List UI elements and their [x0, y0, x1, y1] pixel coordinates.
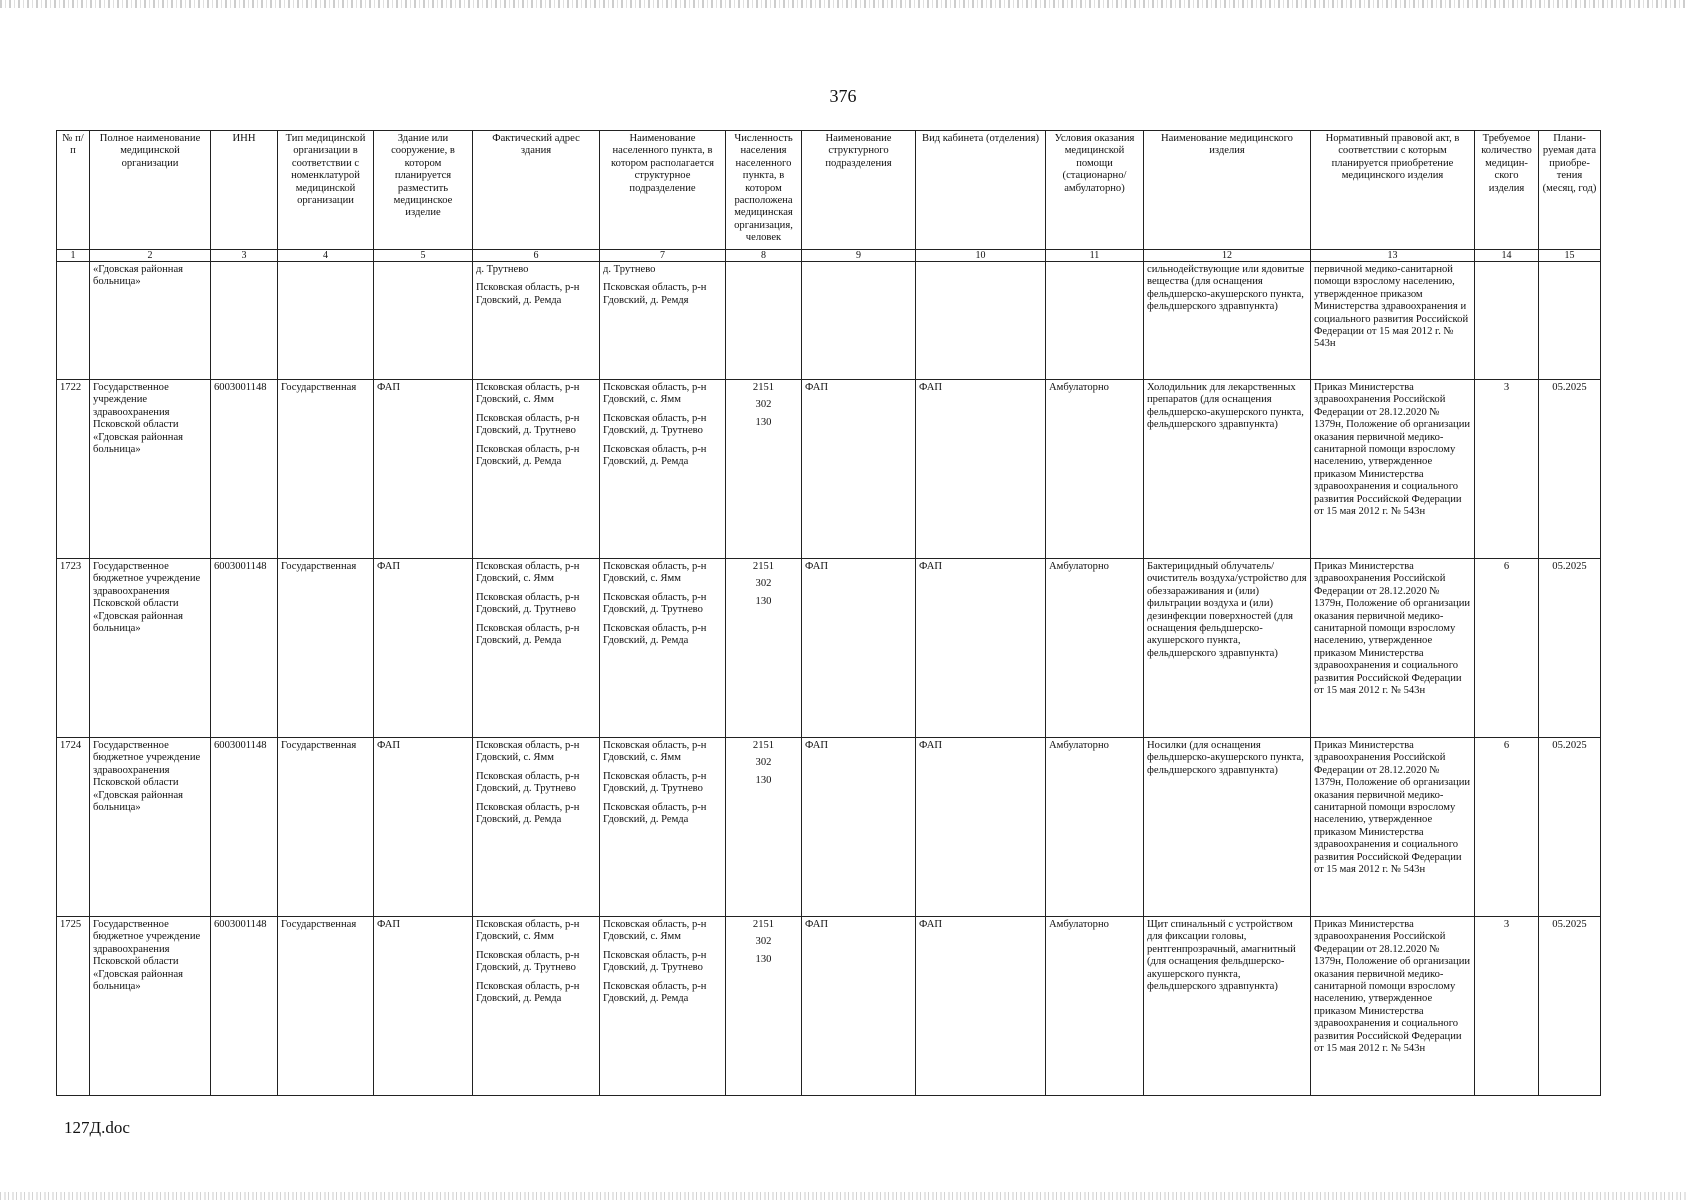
- table-row: [57, 738, 1601, 917]
- address-line: Псковская область, р-н Гдовский, с. Ямм: [476, 919, 580, 943]
- cell-conditions: Амбулаторно: [1046, 380, 1144, 559]
- address-line: Псковская область, р-н Гдовский, д. Ремда: [476, 443, 580, 468]
- column-number: 14: [1475, 250, 1539, 262]
- cell-unit: ФАП: [802, 917, 916, 1096]
- cell-num: [57, 262, 90, 380]
- cell-settlement: [600, 917, 726, 1096]
- footer-file-name: 127Д.doc: [64, 1118, 130, 1137]
- scan-edge-bottom: [0, 1192, 1686, 1200]
- cell-date: 05.2025: [1539, 738, 1601, 917]
- settlement-line: Псковская область, р-н Гдовский, с. Ямм: [603, 740, 707, 764]
- cell-inn: 6003001148: [211, 917, 278, 1096]
- settlement-line: Псковская область, р-н Гдовский, с. Ямм: [603, 382, 707, 406]
- cell-population: [726, 559, 802, 738]
- population-value: 2151: [752, 919, 775, 930]
- cell-inn: [211, 262, 278, 380]
- header-cell: Плани-руемая дата приобре-тения (месяц, год): [1539, 131, 1601, 250]
- cell-cabinet: ФАП: [916, 917, 1046, 1096]
- page-number: 376: [829, 86, 857, 106]
- column-number: 9: [802, 250, 916, 262]
- cell-act: Приказ Министерства здравоохранения Российской Федерации от 28.12.2020 № 1379н, Положение об организации оказания первичной медико-санитарной помощи взрослому населению, утвержденное приказом Министерства здравоохранения и социального развития Российской Федерации от 15 мая 2012 г. № 543н: [1311, 380, 1475, 559]
- cell-type: Государственная: [278, 738, 374, 917]
- cell-conditions: [1046, 262, 1144, 380]
- column-number: 2: [90, 250, 211, 262]
- header-cell: Наименование структурного подразделения: [802, 131, 916, 250]
- cell-device: Носилки (для оснащения фельдшерско-акушерского пункта, фельдшерского здравпункта): [1144, 738, 1311, 917]
- settlement-line: Псковская область, р-н Гдовский, д. Трутнево: [603, 770, 707, 795]
- cell-conditions: Амбулаторно: [1046, 917, 1144, 1096]
- address-line: Псковская область, р-н Гдовский, д. Трутнево: [476, 591, 580, 616]
- column-number: 13: [1311, 250, 1475, 262]
- cell-unit: ФАП: [802, 380, 916, 559]
- cell-num: 1722: [57, 380, 90, 559]
- cell-device: Бактерицидный облучатель/очиститель воздуха/устройство для обеззараживания и (или) фильтрации воздуха и (или) дезинфекции поверхностей (для оснащения фельдшерско-акушерского пункта, фельдшерского здравпункта): [1144, 559, 1311, 738]
- cell-num: 1725: [57, 917, 90, 1096]
- cell-act: Приказ Министерства здравоохранения Российской Федерации от 28.12.2020 № 1379н, Положение об организации оказания первичной медико-санитарной помощи взрослому населению, утвержденное приказом Министерства здравоохранения и социального развития Российской Федерации от 15 мая 2012 г. № 543н: [1311, 559, 1475, 738]
- cell-cabinet: ФАП: [916, 738, 1046, 917]
- header-cell: Условия оказания медицинской помощи (стационарно/ амбулаторно): [1046, 131, 1144, 250]
- cell-qty: 6: [1475, 738, 1539, 917]
- cell-act: Приказ Министерства здравоохранения Российской Федерации от 28.12.2020 № 1379н, Положение об организации оказания первичной медико-санитарной помощи взрослому населению, утвержденное приказом Министерства здравоохранения и социального развития Российской Федерации от 15 мая 2012 г. № 543н: [1311, 738, 1475, 917]
- cell-org: Государственное учреждение здравоохранения Псковской области «Гдовская районная больница»: [90, 380, 211, 559]
- scan-edge-top: [0, 0, 1686, 8]
- address-line: Псковская область, р-н Гдовский, с. Ямм: [476, 382, 580, 406]
- cell-cabinet: [916, 262, 1046, 380]
- cell-inn: 6003001148: [211, 559, 278, 738]
- header-cell: Здание или сооружение, в котором планируется разместить медицинское изделие: [374, 131, 473, 250]
- header-cell: Вид кабинета (отделения): [916, 131, 1046, 250]
- address-line: Псковская область, р-н Гдовский, д. Ремда: [476, 801, 580, 826]
- settlement-line: Псковская область, р-н Гдовский, д. Ремда: [603, 980, 707, 1005]
- cell-settlement: [600, 559, 726, 738]
- cell-address: [473, 738, 600, 917]
- cell-conditions: Амбулаторно: [1046, 559, 1144, 738]
- column-number: 7: [600, 250, 726, 262]
- cell-address: [473, 917, 600, 1096]
- register-table: [56, 130, 1601, 1096]
- cell-qty: 3: [1475, 380, 1539, 559]
- cell-type: Государственная: [278, 380, 374, 559]
- cell-qty: 6: [1475, 559, 1539, 738]
- header-cell: Наименование населенного пункта, в котором располагается структурное подразделение: [600, 131, 726, 250]
- cell-unit: ФАП: [802, 738, 916, 917]
- cell-date: [1539, 262, 1601, 380]
- population-value: 2151: [752, 561, 775, 572]
- address-line: д. Трутнево: [476, 264, 529, 275]
- cell-device: Холодильник для лекарственных препаратов (для оснащения фельдшерско-акушерского пункта, фельдшерского здравпункта): [1144, 380, 1311, 559]
- cell-unit: [802, 262, 916, 380]
- table-row: [57, 559, 1601, 738]
- header-cell: № п/п: [57, 131, 90, 250]
- header-cell: Полное наименование медицинской организации: [90, 131, 211, 250]
- cell-org: Государственное бюджетное учреждение здравоохранения Псковской области «Гдовская районная больница»: [90, 738, 211, 917]
- cell-building: [374, 262, 473, 380]
- cell-inn: 6003001148: [211, 738, 278, 917]
- cell-building: ФАП: [374, 917, 473, 1096]
- population-value: 2151: [752, 382, 775, 393]
- table-row-continued: [57, 262, 1601, 380]
- cell-org: Государственное бюджетное учреждение здравоохранения Псковской области «Гдовская районная больница»: [90, 559, 211, 738]
- settlement-line: Псковская область, р-н Гдовский, д. Ремда: [603, 443, 707, 468]
- population-value: 130: [755, 416, 772, 428]
- settlement-line: Псковская область, р-н Гдовский, д. Трутнево: [603, 949, 707, 974]
- cell-address: [473, 559, 600, 738]
- address-line: Псковская область, р-н Гдовский, с. Ямм: [476, 740, 580, 764]
- cell-date: 05.2025: [1539, 559, 1601, 738]
- cell-settlement: [600, 262, 726, 380]
- cell-date: 05.2025: [1539, 917, 1601, 1096]
- cell-device: Щит спинальный с устройством для фиксации головы, рентгенпрозрачный, амагнитный (для оснащения фельдшерско-акушерского пункта, фельдшерского здравпункта): [1144, 917, 1311, 1096]
- cell-qty: 3: [1475, 917, 1539, 1096]
- population-value: 130: [755, 953, 772, 965]
- cell-conditions: Амбулаторно: [1046, 738, 1144, 917]
- column-number: 1: [57, 250, 90, 262]
- population-value: 302: [755, 757, 772, 769]
- cell-device: сильнодействующие или ядовитые вещества (для оснащения фельдшерско-акушерского пункта, фельдшерского здравпункта): [1144, 262, 1311, 380]
- cell-cabinet: ФАП: [916, 380, 1046, 559]
- cell-num: 1724: [57, 738, 90, 917]
- population-value: 302: [755, 936, 772, 948]
- column-number: 11: [1046, 250, 1144, 262]
- cell-settlement: [600, 738, 726, 917]
- population-value: 2151: [752, 740, 775, 751]
- settlement-line: Псковская область, р-н Гдовский, д. Трутнево: [603, 412, 707, 437]
- cell-address: [473, 380, 600, 559]
- address-line: Псковская область, р-н Гдовский, д. Ремда: [476, 980, 580, 1005]
- cell-org: Государственное бюджетное учреждение здравоохранения Псковской области «Гдовская районная больница»: [90, 917, 211, 1096]
- table-body: [57, 262, 1601, 1096]
- header-cell: Численность населения населенного пункта, в котором расположена медицинская организация, человек: [726, 131, 802, 250]
- population-value: 302: [755, 399, 772, 411]
- cell-num: 1723: [57, 559, 90, 738]
- table-row: [57, 917, 1601, 1096]
- cell-qty: [1475, 262, 1539, 380]
- cell-population: [726, 380, 802, 559]
- column-number: 12: [1144, 250, 1311, 262]
- header-cell: Наименование медицинского изделия: [1144, 131, 1311, 250]
- cell-type: Государственная: [278, 917, 374, 1096]
- address-line: Псковская область, р-н Гдовский, д. Трутнево: [476, 770, 580, 795]
- cell-cabinet: ФАП: [916, 559, 1046, 738]
- table-row: [57, 380, 1601, 559]
- cell-population: [726, 738, 802, 917]
- cell-type: Государственная: [278, 559, 374, 738]
- column-number: 10: [916, 250, 1046, 262]
- column-number: 3: [211, 250, 278, 262]
- cell-population: [726, 262, 802, 380]
- settlement-line: д. Трутнево: [603, 264, 656, 275]
- cell-act: Приказ Министерства здравоохранения Российской Федерации от 28.12.2020 № 1379н, Положение об организации оказания первичной медико-санитарной помощи взрослому населению, утвержденное приказом Министерства здравоохранения и социального развития Российской Федерации от 15 мая 2012 г. № 543н: [1311, 917, 1475, 1096]
- population-value: 130: [755, 595, 772, 607]
- cell-building: ФАП: [374, 738, 473, 917]
- cell-type: [278, 262, 374, 380]
- column-number: 5: [374, 250, 473, 262]
- column-number: 15: [1539, 250, 1601, 262]
- address-line: Псковская область, р-н Гдовский, д. Трутнево: [476, 412, 580, 437]
- settlement-line: Псковская область, р-н Гдовский, д. Ремда: [603, 801, 707, 826]
- column-number: 8: [726, 250, 802, 262]
- settlement-line: Псковская область, р-н Гдовский, д. Ремдя: [603, 282, 707, 306]
- header-cell: ИНН: [211, 131, 278, 250]
- settlement-line: Псковская область, р-н Гдовский, д. Ремда: [603, 622, 707, 647]
- cell-building: ФАП: [374, 559, 473, 738]
- cell-unit: ФАП: [802, 559, 916, 738]
- table-header: [57, 131, 1601, 262]
- settlement-line: Псковская область, р-н Гдовский, с. Ямм: [603, 561, 707, 585]
- address-line: Псковская область, р-н Гдовский, д. Ремда: [476, 622, 580, 647]
- header-row: [57, 131, 1601, 250]
- header-cell: Нормативный правовой акт, в соответствии с которым планируется приобретение медицинского изделия: [1311, 131, 1475, 250]
- cell-population: [726, 917, 802, 1096]
- column-number-row: [57, 250, 1601, 262]
- address-line: Псковская область, р-н Гдовский, д. Ремда: [476, 282, 580, 306]
- address-line: Псковская область, р-н Гдовский, с. Ямм: [476, 561, 580, 585]
- header-cell: Фактический адрес здания: [473, 131, 600, 250]
- address-line: Псковская область, р-н Гдовский, д. Трутнево: [476, 949, 580, 974]
- cell-address: [473, 262, 600, 380]
- cell-inn: 6003001148: [211, 380, 278, 559]
- header-cell: Тип медицинской организации в соответствии с номенклатурой медицинской организации: [278, 131, 374, 250]
- column-number: 6: [473, 250, 600, 262]
- settlement-line: Псковская область, р-н Гдовский, с. Ямм: [603, 919, 707, 943]
- cell-date: 05.2025: [1539, 380, 1601, 559]
- header-cell: Требуемое количество медицин-ского изделия: [1475, 131, 1539, 250]
- population-value: 302: [755, 578, 772, 590]
- column-number: 4: [278, 250, 374, 262]
- cell-settlement: [600, 380, 726, 559]
- population-value: 130: [755, 774, 772, 786]
- cell-building: ФАП: [374, 380, 473, 559]
- cell-org: «Гдовская районная больница»: [90, 262, 211, 380]
- settlement-line: Псковская область, р-н Гдовский, д. Трутнево: [603, 591, 707, 616]
- cell-act: первичной медико-санитарной помощи взрослому населению, утвержденное приказом Министерства здравоохранения и социального развития Российской Федерации от 15 мая 2012 г. № 543н: [1311, 262, 1475, 380]
